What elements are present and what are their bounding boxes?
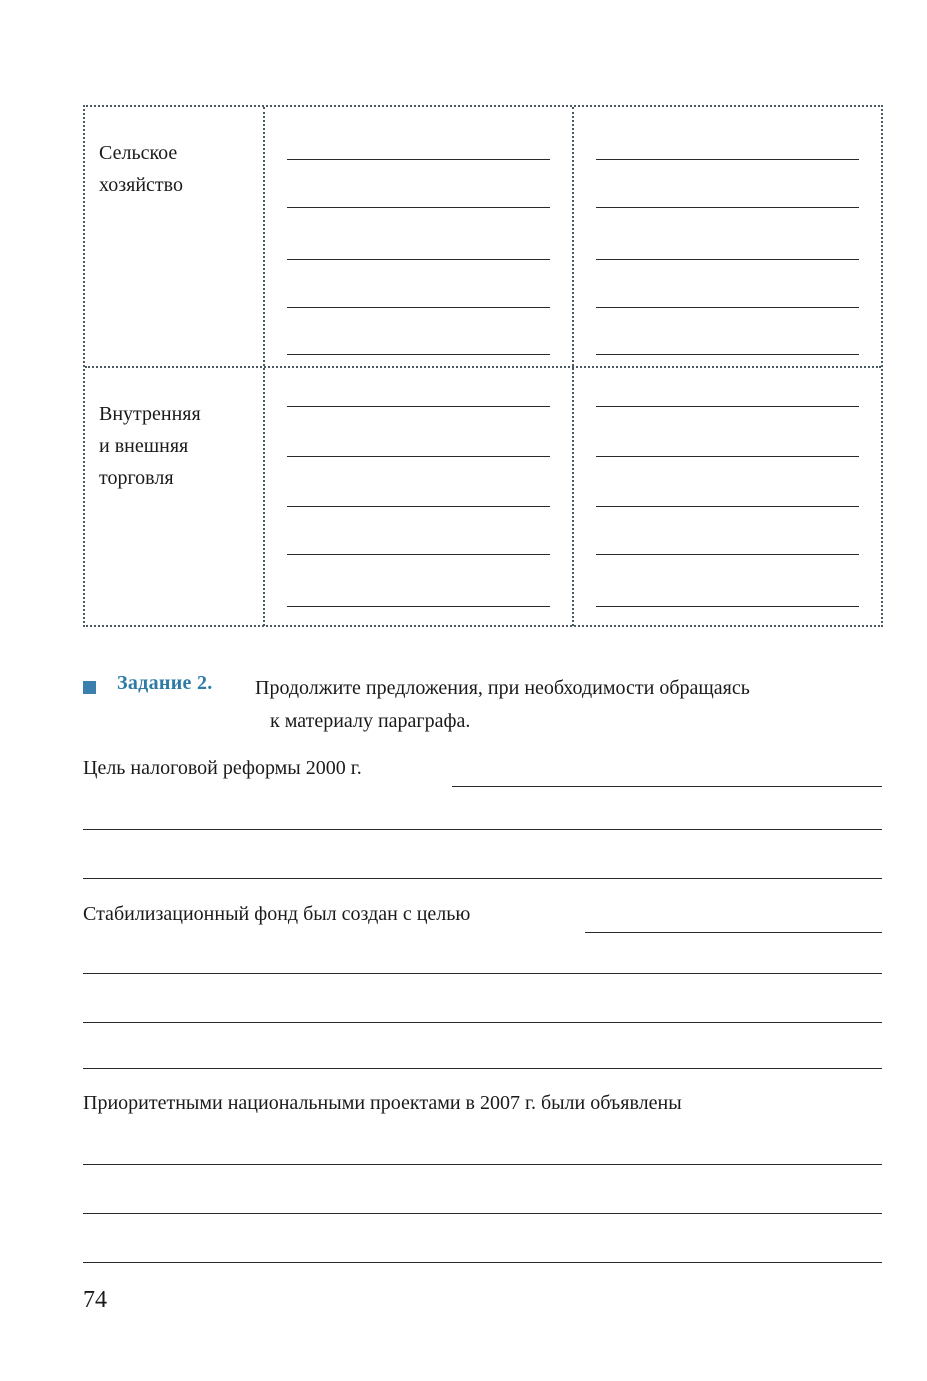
writing-line — [596, 207, 859, 208]
prompt-text: Приоритетными национальными проектами в 2007 г. были объявлены — [83, 1092, 682, 1114]
table-row — [85, 107, 881, 368]
table-cell-answer-middle[interactable] — [265, 107, 574, 366]
table-row-label-line: торговля — [99, 467, 174, 489]
table-cell-answer-right[interactable] — [574, 107, 881, 366]
task-label: Задание 2. — [117, 672, 213, 694]
writing-line — [596, 354, 859, 355]
writing-line — [596, 406, 859, 407]
writing-line — [596, 159, 859, 160]
writing-line — [287, 406, 550, 407]
writing-line — [596, 506, 859, 507]
table-row-label-line: Сельское — [99, 142, 178, 164]
task-instruction-line2: к материалу параграфа. — [270, 710, 471, 732]
writing-line[interactable] — [83, 973, 882, 974]
task-instruction — [255, 672, 895, 738]
writing-line[interactable] — [83, 1262, 882, 1263]
table-row-label-line: хозяйство — [99, 174, 183, 196]
table-row-label-line: Внутренняя — [99, 403, 201, 425]
writing-line[interactable] — [83, 829, 882, 830]
table-row-label — [85, 107, 265, 366]
writing-line — [287, 307, 550, 308]
table-cell-answer-middle[interactable] — [265, 368, 574, 626]
table-row-label — [85, 368, 265, 626]
task-instruction-line1: Продолжите предложения, при необходимости обращаясь — [255, 677, 750, 699]
writing-line — [287, 506, 550, 507]
answer-table — [83, 105, 883, 627]
writing-line — [287, 456, 550, 457]
writing-line — [287, 554, 550, 555]
writing-line — [287, 259, 550, 260]
square-bullet-icon — [83, 681, 96, 694]
writing-line[interactable] — [83, 878, 882, 879]
writing-line[interactable] — [83, 1164, 882, 1165]
writing-line[interactable] — [83, 1068, 882, 1069]
prompt-text: Цель налоговой реформы 2000 г. — [83, 757, 362, 779]
prompt-text: Стабилизационный фонд был создан с целью — [83, 903, 471, 925]
writing-line[interactable] — [83, 1213, 882, 1214]
writing-line[interactable] — [452, 786, 882, 787]
writing-line[interactable] — [585, 932, 882, 933]
writing-line — [287, 606, 550, 607]
writing-line — [287, 354, 550, 355]
writing-line — [287, 207, 550, 208]
table-row — [85, 368, 881, 626]
writing-line — [596, 259, 859, 260]
page-number: 74 — [83, 1287, 107, 1313]
table-row-label-line: и внешняя — [99, 435, 189, 457]
writing-line — [596, 554, 859, 555]
table-cell-answer-right[interactable] — [574, 368, 881, 626]
writing-line — [596, 307, 859, 308]
writing-line — [596, 606, 859, 607]
writing-line — [596, 456, 859, 457]
writing-line — [287, 159, 550, 160]
writing-line[interactable] — [83, 1022, 882, 1023]
